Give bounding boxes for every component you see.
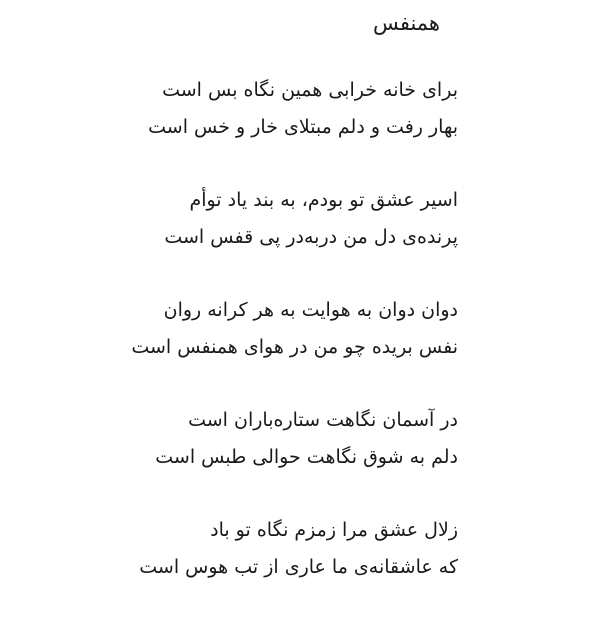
poem-title: همنفس — [373, 11, 440, 35]
verse-line: نفس بریده چو من در هوای همنفس است — [131, 336, 458, 358]
stanza-3 — [18, 292, 458, 366]
verse-line: دوان دوان به هوایت به هر کرانه روان — [163, 299, 458, 321]
stanza-4 — [18, 402, 458, 476]
stanza-1 — [18, 72, 458, 146]
stanza-2 — [18, 182, 458, 256]
verse-line: برای خانه خرابی همین نگاه بس است — [162, 79, 458, 101]
verse-line: که عاشقانه‌ی ما عاری از تب هوس است — [139, 556, 458, 578]
verse-line: بهار رفت و دلم مبتلای خار و خس است — [148, 116, 458, 138]
verse-line: دلم به شوق نگاهت حوالی طبس است — [155, 446, 458, 468]
verse-line: پرنده‌ی دل من دربه‌در پی قفس است — [164, 226, 458, 248]
verse-line: زلال عشق مرا زمزم نگاه تو باد — [210, 519, 458, 541]
verse-line: در آسمان نگاهت ستاره‌باران است — [188, 409, 458, 431]
poem-body — [18, 72, 458, 622]
stanza-5 — [18, 512, 458, 586]
verse-line: اسیر عشق تو بودم، به بند یاد توأم — [189, 189, 458, 211]
